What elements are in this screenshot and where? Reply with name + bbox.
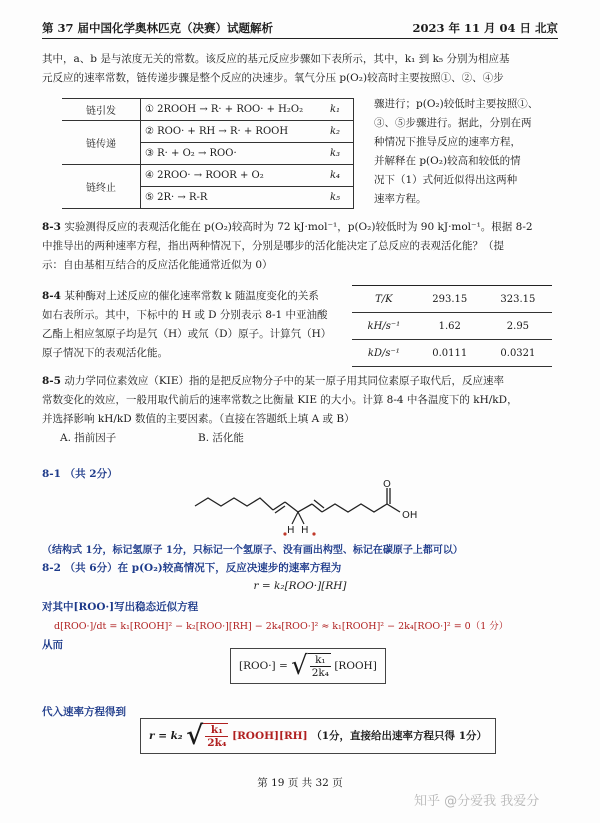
ktable-header: 293.15: [416, 286, 484, 313]
ktable-row: [352, 340, 552, 367]
hydrogen-atom: H: [287, 525, 295, 536]
ktable-header: 323.15: [484, 286, 552, 313]
ktable-cell: kH/s⁻¹: [352, 313, 416, 340]
q84-line: 原子情况下的表观活化能。: [42, 347, 168, 359]
carbon-chain: [195, 488, 400, 513]
ktable-row: [352, 313, 552, 340]
substitute-text: 代入速率方程得到: [42, 706, 126, 718]
sqrt-icon: √: [291, 651, 308, 681]
marked-hydrogens: [292, 512, 304, 524]
mech-equation: ④ 2ROO· → ROOR + O₂: [141, 165, 318, 187]
ktable-cell: kD/s⁻¹: [352, 340, 416, 367]
final-numerator: k₁: [205, 724, 228, 737]
q84-line: 如右表所示。其中，下标中的 H 或 D 分别表示 8-1 中亚油酸: [42, 309, 328, 321]
answer-8-1-note: （结构式 1分，标记氢原子 1分，只标记一个氢原子、没有画出构型、标记在碳原子上都可以）: [42, 545, 463, 556]
q85-line: 常数变化的效应，一般用取代前后的速率常数之比衡量 KIE 的大小。计算 8-4 中各温度下的 kH/kD，: [42, 394, 518, 406]
mech-row-4: [62, 165, 354, 187]
ktable-header-row: [352, 286, 552, 313]
steady-state-equation: d[ROO·]/dt = k₁[ROOH]² − k₂[ROO·][RH] − 2k₄[ROO·]² ≈ k₁[ROOH]² − 2k₄[ROO·]² = 0（1 分）: [54, 621, 509, 632]
side-line: 并解释在 p(O₂)较高和较低的情: [374, 155, 521, 167]
answer-8-2-title: 8-2 （共 6分）在 p(O₂)较高情况下，反应决速步的速率方程为: [42, 562, 342, 574]
conc-right: [ROOH]: [334, 660, 377, 672]
page-number: 第 19 页 共 32 页: [257, 777, 343, 789]
ktable-cell: 2.95: [484, 313, 552, 340]
side-line: 骤进行；p(O₂)较低时主要按照①、: [374, 98, 539, 110]
answer-8-1-title: 8-1 （共 2分）: [42, 468, 118, 480]
hydrogen-atom: H: [301, 525, 309, 536]
mechanism-table: [62, 98, 354, 209]
mech-rate-const: k₄: [317, 165, 354, 187]
mech-row-2: [62, 121, 354, 143]
mark-dot: [312, 532, 315, 535]
mech-equation: ③ R· + O₂ → ROO·: [141, 143, 318, 165]
question-8-5: [42, 372, 567, 448]
final-denominator: 2k₄: [207, 737, 227, 749]
q84-line: 乙酯上相应氢原子均是氕（H）或氘（D）原子。计算氕（H）: [42, 328, 332, 340]
final-right: [ROOH][RH]: [232, 730, 308, 742]
steady-state-intro: 对其中[ROO·]写出稳态近似方程: [42, 601, 199, 613]
side-text: [374, 95, 564, 209]
intro-text: [42, 50, 562, 88]
mark-dot: [283, 532, 286, 535]
header-title: 第 37 届中国化学奥林匹克（决赛）试题解析: [42, 21, 274, 35]
option-a: A. 指前因子: [60, 432, 117, 444]
intro-line-2: 元反应的速率常数，链传递步骤是整个反应的决速步。氧气分压 p(O₂)较高时主要按照①、②、④步: [42, 72, 504, 84]
final-note: （1分，直接给出速率方程只得 1分）: [311, 730, 488, 742]
q85-line: 动力学同位素效应（KIE）指的是把反应物分子中的某一原子用其同位素原子取代后，反应速率: [64, 375, 504, 387]
atom-oh: OH: [402, 510, 418, 521]
mech-rate-const: k₅: [317, 187, 354, 209]
option-b: B. 活化能: [198, 432, 244, 444]
ktable-cell: 0.0111: [416, 340, 484, 367]
page-header: [42, 20, 558, 39]
mech-equation: ① 2ROOH → R· + ROO· + H₂O₂: [141, 99, 318, 121]
header-date: 2023 年 11 月 04 日 北京: [412, 21, 558, 35]
mech-equation: ② ROO· + RH → R· + ROOH: [141, 121, 318, 143]
mech-equation: ⑤ 2R· → R-R: [141, 187, 318, 209]
question-8-4: [42, 287, 342, 363]
mech-step: 链传递: [62, 121, 141, 165]
side-line: 况下（1）式何近似得出这两种: [374, 174, 518, 186]
ktable-cell: 0.0321: [484, 340, 552, 367]
concentration-formula: [230, 648, 386, 684]
mech-row-1: [62, 99, 354, 121]
conc-denominator: 2k₄: [311, 667, 329, 679]
sqrt-icon: √: [186, 721, 204, 751]
question-number: 8-3: [42, 221, 61, 233]
side-line: 速率方程。: [374, 193, 427, 205]
side-line: ③、⑤步骤进行。据此，分别在两: [374, 117, 532, 129]
mech-rate-const: k₂: [317, 121, 354, 143]
rate-equation-1: r = k₂[ROO·][RH]: [253, 580, 347, 592]
conc-left: [ROO·] =: [239, 660, 288, 672]
side-line: 种情况下推导反应的速率方程，: [374, 136, 521, 148]
final-left: r = k₂: [149, 730, 183, 742]
q83-line-3: 示：自由基相互结合的反应活化能通常近似为 0）: [42, 259, 273, 271]
q83-line-1: 实验测得反应的表观活化能在 p(O₂)较高时为 72 kJ·mol⁻¹，p(O₂)较低时为 90 kJ·mol⁻¹。根据 8-2: [64, 221, 533, 233]
mech-rate-const: k₃: [317, 143, 354, 165]
mech-step: 链终止: [62, 165, 141, 209]
watermark: 知乎 @分爱我 我爱分: [414, 794, 540, 809]
question-number: 8-4: [42, 290, 61, 302]
final-rate-formula: [140, 718, 496, 754]
question-number: 8-5: [42, 375, 61, 387]
q84-line: 某种酶对上述反应的催化速率常数 k 随温度变化的关系: [64, 290, 319, 302]
ktable-header: T/K: [352, 286, 416, 313]
atom-o: O: [383, 479, 391, 490]
q83-line-2: 中推导出的两种速率方程，指出两种情况下，分别是哪步的活化能决定了总反应的表观活化能？（提: [42, 240, 504, 252]
intro-line-1: 其中，a、b 是与浓度无关的常数。该反应的基元反应步骤如下表所示，其中，k₁ 到 k₅ 分别为相应基: [42, 53, 510, 65]
q85-line: 并选择影响 kH/kD 数值的主要因素。（直接在答题纸上填 A 或 B）: [42, 413, 355, 425]
mech-step: 链引发: [62, 99, 141, 121]
mech-rate-const: k₁: [317, 99, 354, 121]
conc-numerator: k₁: [310, 654, 331, 667]
thus-text: 从而: [42, 639, 63, 651]
ktable-cell: 1.62: [416, 313, 484, 340]
rate-constant-table: [352, 285, 552, 367]
question-8-3: [42, 218, 567, 275]
linoleate-structure: [190, 478, 430, 542]
